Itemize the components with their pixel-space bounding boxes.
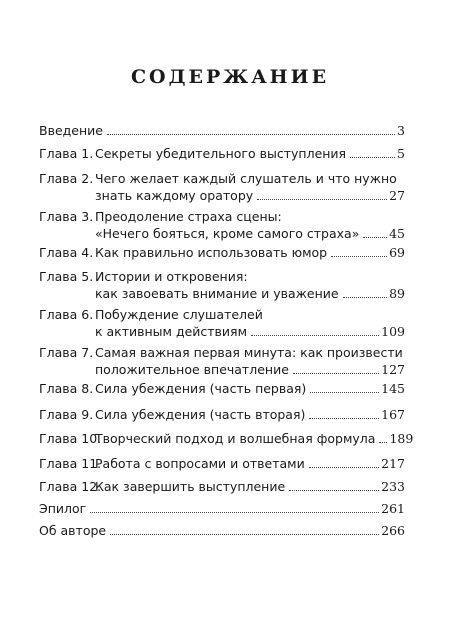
dot-leader (331, 256, 387, 257)
entry-body (95, 455, 405, 472)
page-number: 89 (389, 286, 405, 301)
entry-last-line (95, 380, 405, 397)
chapter-label: Глава 9. (39, 407, 94, 422)
entry-title-line: «Нечего бояться, кроме самого страха» (95, 226, 360, 241)
entry-last-line (95, 244, 405, 261)
page-number: 45 (389, 226, 405, 241)
entry-title-line: Секреты убедительного выступления (95, 146, 347, 161)
entry-last-line (95, 145, 405, 162)
entry-body (39, 122, 405, 139)
entry-last-line (95, 478, 405, 495)
entry-title-line: Преодоление страха сцены: (95, 209, 282, 224)
entry-last-line (95, 225, 405, 242)
entry-title-line: Как правильно использовать юмор (95, 245, 328, 260)
page-number: 261 (381, 501, 405, 516)
entry-title-line: Творческий подход и волшебная формула (95, 431, 376, 446)
dot-leader (110, 534, 379, 535)
page-number: 233 (381, 479, 405, 494)
entry-body (95, 306, 405, 340)
entry-body (95, 380, 405, 397)
entry-title-line: Побуждение слушателей (95, 307, 263, 322)
entry-body (95, 430, 414, 447)
dot-leader (379, 442, 387, 443)
entry-body (95, 170, 405, 204)
entry-title-line: Сила убеждения (часть вторая) (95, 407, 306, 422)
dot-leader (90, 512, 379, 513)
entry-title-line: знать каждому оратору (95, 188, 254, 203)
dot-leader (309, 467, 379, 468)
entry-last-line (39, 122, 405, 139)
entry-title-line: Истории и откровения: (95, 269, 248, 284)
page-number: 189 (389, 431, 414, 446)
entry-title-line: Эпилог (39, 501, 87, 516)
dot-leader (289, 490, 379, 491)
entry-body (95, 244, 405, 261)
dot-leader (257, 199, 387, 200)
entry-title-line: как завоевать внимание и уважение (95, 286, 339, 301)
entry-title-line: Введение (39, 123, 103, 138)
chapter-label: Глава 3. (39, 209, 94, 224)
entry-body (39, 500, 405, 517)
dot-leader (310, 392, 379, 393)
page-number: 5 (397, 146, 405, 161)
entry-last-line (95, 361, 405, 378)
page-number: 266 (381, 523, 405, 538)
entry-title-line: к активным действиям (95, 324, 248, 339)
entry-last-line (95, 323, 405, 340)
entry-last-line (95, 187, 405, 204)
chapter-label: Глава 2. (39, 171, 94, 186)
entry-body (39, 522, 405, 539)
page-number: 109 (381, 324, 405, 339)
page-number: 145 (381, 381, 405, 396)
entry-last-line (95, 430, 414, 447)
chapter-label: Глава 5. (39, 269, 94, 284)
entry-title-line: Как завершить выступление (95, 479, 286, 494)
dot-leader (251, 335, 379, 336)
entry-title-line: Чего желает каждый слушатель и что нужно (95, 171, 397, 186)
entry-body (95, 344, 405, 378)
entry-last-line (95, 285, 405, 302)
entry-title-line: положительное впечатление (95, 362, 289, 377)
page-number: 127 (381, 362, 405, 377)
entry-body (95, 478, 405, 495)
page-number: 3 (397, 123, 405, 138)
entry-last-line (39, 522, 405, 539)
chapter-label: Глава 10. (39, 431, 102, 446)
dot-leader (363, 237, 387, 238)
entry-title-line: Об авторе (39, 523, 107, 538)
chapter-label: Глава 8. (39, 381, 94, 396)
dot-leader (107, 134, 395, 135)
chapter-label: Глава 4. (39, 245, 94, 260)
chapter-label: Глава 6. (39, 307, 94, 322)
entry-last-line (39, 500, 405, 517)
entry-title-line: Работа с вопросами и ответами (95, 456, 305, 471)
entry-title-line: Сила убеждения (часть первая) (95, 381, 307, 396)
entry-body (95, 145, 405, 162)
entry-body (95, 406, 405, 423)
entry-body (95, 268, 405, 302)
chapter-label: Глава 1. (39, 146, 94, 161)
page-number: 217 (381, 456, 405, 471)
dot-leader (350, 157, 395, 158)
page-number: 167 (381, 407, 405, 422)
entry-last-line (95, 406, 405, 423)
dot-leader (343, 297, 388, 298)
chapter-label: Глава 12. (39, 479, 102, 494)
page-number: 27 (389, 188, 405, 203)
chapter-label: Глава 11. (39, 456, 102, 471)
page-number: 69 (389, 245, 405, 260)
dot-leader (293, 373, 379, 374)
entry-last-line (95, 455, 405, 472)
entry-body (95, 208, 405, 242)
chapter-label: Глава 7. (39, 345, 94, 360)
dot-leader (309, 418, 379, 419)
entry-title-line: Самая важная первая минута: как произвести (95, 345, 403, 360)
toc-title: СОДЕРЖАНИЕ (130, 66, 330, 88)
